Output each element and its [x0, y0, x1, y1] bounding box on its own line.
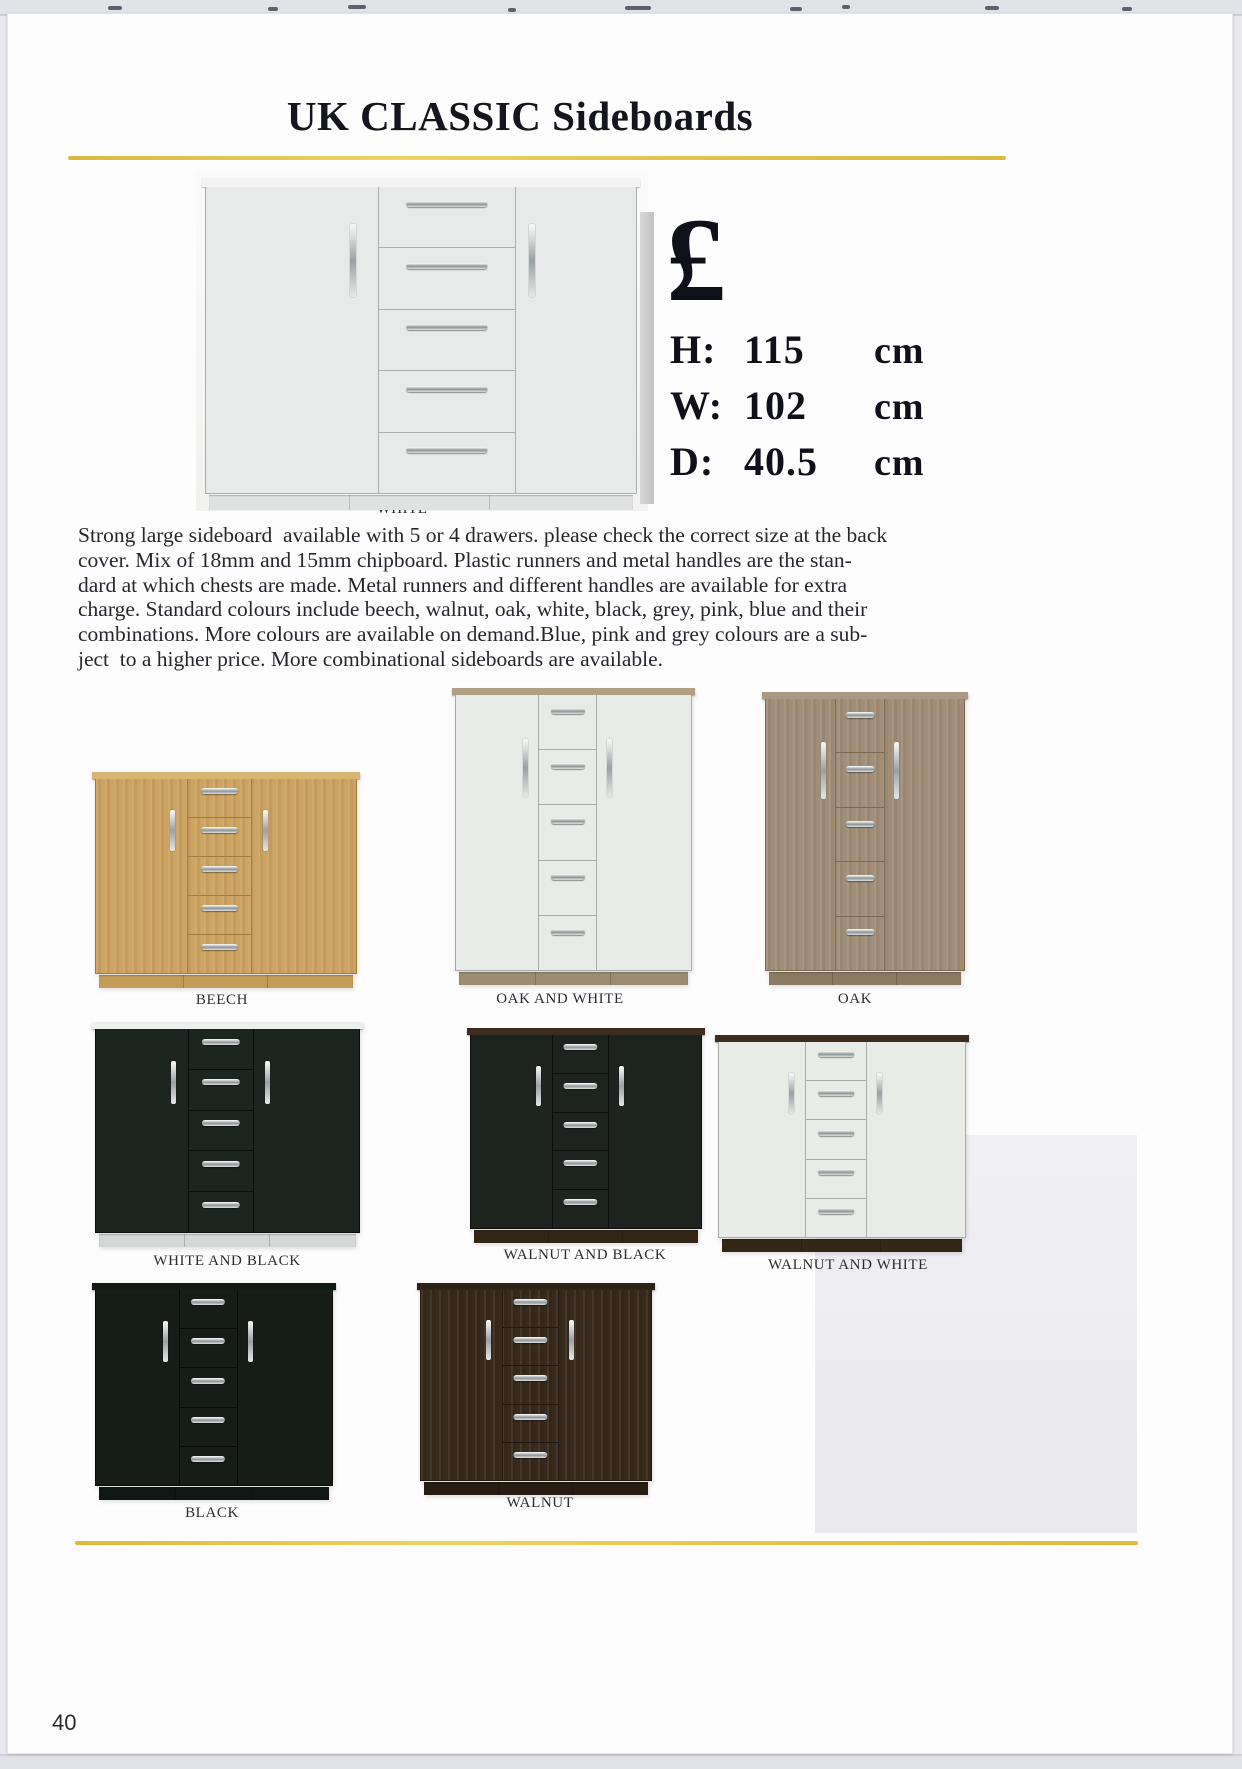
cabinet-top-board: [417, 1283, 655, 1290]
cabinet-top-board: [715, 1035, 969, 1042]
door-handle: [877, 1073, 882, 1114]
cabinet-drawer: [379, 433, 515, 493]
cabinet-drawer-stack: [180, 1290, 237, 1485]
cabinet-drawer: [503, 1328, 559, 1366]
drawer-handle: [201, 788, 239, 794]
cabinet-drawer: [188, 857, 251, 896]
cabinet-drawer: [836, 808, 884, 862]
cabinet-drawer: [189, 1111, 253, 1152]
cabinet-right-door: [515, 187, 636, 493]
drawer-handle: [846, 712, 875, 718]
cabinet-left-door: [96, 1029, 189, 1232]
door-handle: [486, 1320, 491, 1360]
drawer-handle: [564, 1083, 597, 1089]
door-handle: [248, 1321, 253, 1362]
cabinet-drawer: [553, 1074, 609, 1113]
cabinet-left-door: [471, 1035, 553, 1228]
dimensions-list: [670, 326, 925, 494]
cabinet-right-door: [253, 1029, 359, 1232]
cabinet-drawer: [503, 1443, 559, 1480]
cabinet-drawer-stack: [188, 779, 251, 973]
cabinet-top-board: [92, 1283, 336, 1290]
cabinet-plinth: [459, 972, 688, 985]
dimension-value: 102: [744, 383, 807, 428]
drawer-handle: [564, 1122, 597, 1128]
cabinet-drawer-stack: [539, 695, 596, 970]
cabinet-drawer: [379, 310, 515, 371]
cabinet-right-door: [866, 1042, 965, 1237]
cabinet-drawer: [553, 1113, 609, 1152]
cabinet-top-board: [452, 688, 695, 695]
drawer-handle: [202, 1202, 240, 1208]
cabinet-drawer: [189, 1151, 253, 1192]
cabinet-drawer: [553, 1151, 609, 1190]
cabinet-plinth: [769, 972, 961, 985]
cabinet-drawer: [188, 896, 251, 935]
drawer-handle: [191, 1456, 225, 1462]
sideboard-image-oak-and-white: [455, 688, 692, 985]
description-paragraph: [78, 523, 1018, 672]
scan-noise: [508, 8, 516, 12]
cabinet-drawer: [189, 1192, 253, 1232]
cabinet-plinth: [99, 1487, 329, 1500]
cabinet-front: [455, 695, 692, 971]
drawer-handle: [564, 1044, 597, 1050]
dimension-row-height: [670, 326, 925, 373]
drawer-handle: [514, 1375, 547, 1381]
description-line: charge. Standard colours include beech, walnut, oak, white, black, grey, pink, blue and their: [78, 597, 868, 622]
drawer-handle: [846, 821, 875, 827]
cabinet-drawer: [539, 805, 596, 860]
drawer-handle: [514, 1299, 547, 1305]
cabinet-front: [95, 779, 357, 974]
drawer-handle: [201, 944, 239, 950]
cabinet-drawer-stack: [379, 187, 515, 493]
colour-label-oak-and-white: OAK AND WHITE: [496, 991, 624, 1007]
cabinet-drawer-stack: [553, 1035, 609, 1228]
cabinet-drawer: [806, 1160, 866, 1199]
drawer-handle: [202, 1039, 240, 1045]
door-handle: [529, 224, 535, 297]
cabinet-right-door: [558, 1290, 651, 1480]
dimension-value: 40.5: [744, 439, 818, 484]
cabinet-drawer-stack: [836, 699, 884, 970]
cabinet-right-door: [237, 1290, 332, 1485]
cabinet-drawer: [806, 1199, 866, 1237]
door-handle: [171, 1061, 176, 1104]
divider-rule-bottom: [75, 1541, 1138, 1545]
sideboard-image-black: [95, 1283, 333, 1500]
cabinet-left-door: [421, 1290, 503, 1480]
scan-noise: [1122, 7, 1132, 11]
cabinet-left-door: [456, 695, 539, 970]
drawer-handle: [406, 324, 487, 330]
drawer-handle: [191, 1417, 225, 1423]
drawer-handle: [202, 1079, 240, 1085]
drawer-handle: [514, 1452, 547, 1458]
scan-noise: [985, 6, 999, 10]
drawer-handle: [846, 875, 875, 881]
cabinet-drawer: [836, 862, 884, 916]
cabinet-drawer: [180, 1290, 237, 1329]
drawer-handle: [406, 201, 487, 207]
dimension-unit: cm: [874, 330, 925, 372]
door-handle: [263, 810, 268, 851]
cabinet-plinth: [424, 1482, 648, 1495]
cabinet-left-door: [206, 187, 379, 493]
sideboard-image-walnut: [420, 1283, 652, 1495]
cabinet-drawer: [539, 916, 596, 970]
cabinet-left-door: [96, 1290, 180, 1485]
cabinet-drawer: [188, 779, 251, 818]
cabinet-drawer: [806, 1120, 866, 1159]
scan-noise: [348, 5, 366, 9]
cabinet-front: [718, 1042, 966, 1238]
dimension-key: W:: [670, 383, 724, 428]
drawer-handle: [201, 866, 239, 872]
cabinet-drawer: [553, 1190, 609, 1228]
cabinet-front: [420, 1290, 652, 1481]
cabinet-drawer: [188, 935, 251, 973]
sideboard-image-walnut-and-white: [718, 1035, 966, 1252]
cabinet-front: [95, 1290, 333, 1486]
drawer-handle: [818, 1208, 854, 1214]
cabinet-left-door: [96, 779, 188, 973]
door-handle: [894, 742, 899, 799]
drawer-handle: [191, 1378, 225, 1384]
drawer-handle: [846, 766, 875, 772]
cabinet-drawer: [180, 1368, 237, 1407]
dimension-key: H:: [670, 327, 717, 372]
drawer-handle: [202, 1161, 240, 1167]
drawer-handle: [846, 929, 875, 935]
drawer-handle: [202, 1120, 240, 1126]
dimension-key: D:: [670, 439, 715, 484]
drawer-handle: [818, 1169, 854, 1175]
drawer-handle: [406, 263, 487, 269]
sideboard-image-walnut-and-black: [470, 1028, 702, 1243]
door-handle: [163, 1321, 168, 1362]
cabinet-right-door: [251, 779, 356, 973]
door-handle: [619, 1066, 624, 1107]
cabinet-drawer: [189, 1029, 253, 1070]
cabinet-plinth: [99, 1234, 356, 1247]
cabinet-plinth: [722, 1239, 962, 1252]
sideboard-image-white-and-black: [95, 1022, 360, 1247]
hero-photo-shadow-edge: [640, 212, 654, 504]
cabinet-right-door: [608, 1035, 701, 1228]
cabinet-drawer: [836, 699, 884, 753]
cabinet-drawer: [189, 1070, 253, 1111]
door-handle: [569, 1320, 574, 1360]
cabinet-front: [765, 699, 965, 971]
scan-noise: [625, 6, 651, 10]
cabinet-top-board: [92, 772, 360, 779]
cabinet-plinth: [209, 495, 633, 510]
dimension-unit: cm: [874, 386, 925, 428]
cabinet-front: [95, 1029, 360, 1233]
drawer-handle: [564, 1199, 597, 1205]
colour-label-walnut-and-black: WALNUT AND BLACK: [503, 1247, 667, 1263]
cabinet-drawer: [180, 1329, 237, 1368]
colour-label-walnut: WALNUT: [506, 1495, 574, 1511]
door-handle: [607, 739, 612, 797]
drawer-handle: [818, 1051, 854, 1057]
cabinet-drawer: [379, 187, 515, 248]
cabinet-right-door: [884, 699, 964, 970]
door-handle: [265, 1061, 270, 1104]
scan-edge-bottom: [0, 1754, 1242, 1769]
cabinet-drawer: [379, 371, 515, 432]
cabinet-top-board: [762, 692, 968, 699]
cabinet-plinth: [99, 975, 353, 988]
cabinet-drawer: [503, 1366, 559, 1404]
drawer-handle: [551, 763, 585, 769]
description-line: dard at which chests are made. Metal runners and different handles are available for extra: [78, 572, 848, 597]
drawer-handle: [564, 1160, 597, 1166]
colour-label-oak: OAK: [837, 991, 873, 1007]
cabinet-drawer-stack: [503, 1290, 559, 1480]
cabinet-drawer: [503, 1405, 559, 1443]
description-line: combinations. More colours are available on demand.Blue, pink and grey colours are a sub-: [78, 622, 868, 647]
cabinet-drawer: [836, 917, 884, 970]
scan-noise: [790, 7, 802, 11]
drawer-handle: [551, 929, 585, 935]
sideboard-image-oak: [765, 692, 965, 985]
cabinet-drawer: [553, 1035, 609, 1074]
description-line: ject to a higher price. More combinational sideboards are available.: [78, 646, 664, 671]
door-handle: [523, 739, 528, 797]
cabinet-drawer: [539, 861, 596, 916]
cabinet-drawer: [539, 750, 596, 805]
description-line: cover. Mix of 18mm and 15mm chipboard. Plastic runners and metal handles are the stan-: [78, 547, 852, 572]
cabinet-left-door: [719, 1042, 806, 1237]
door-handle: [536, 1066, 541, 1107]
door-handle: [821, 742, 826, 799]
cabinet-drawer: [806, 1081, 866, 1120]
drawer-handle: [191, 1299, 225, 1305]
divider-rule-top: [68, 156, 1006, 160]
cabinet-drawer-stack: [806, 1042, 866, 1237]
drawer-handle: [514, 1414, 547, 1420]
sideboard-image-beech: [95, 772, 357, 988]
dimension-unit: cm: [874, 442, 925, 484]
page-number: 40: [52, 1710, 77, 1735]
scan-noise: [268, 7, 278, 11]
scan-noise: [108, 6, 122, 10]
cabinet-drawer: [836, 753, 884, 807]
drawer-handle: [551, 708, 585, 714]
drawer-handle: [514, 1337, 547, 1343]
cabinet-drawer: [806, 1042, 866, 1081]
cabinet-left-door: [766, 699, 836, 970]
cabinet-top-board: [467, 1028, 705, 1035]
colour-label-walnut-and-white: WALNUT AND WHITE: [768, 1257, 928, 1273]
scan-noise: [842, 5, 850, 9]
cabinet-drawer: [180, 1447, 237, 1485]
drawer-handle: [191, 1338, 225, 1344]
door-handle: [350, 224, 356, 297]
drawer-handle: [551, 874, 585, 880]
cabinet-plinth: [474, 1230, 698, 1243]
cabinet-right-door: [596, 695, 691, 970]
drawer-handle: [818, 1090, 854, 1096]
drawer-handle: [201, 827, 239, 833]
colour-label-beech: BEECH: [195, 992, 249, 1008]
cabinet-drawer: [180, 1408, 237, 1447]
cabinet-top-board: [202, 178, 640, 187]
cabinet-drawer: [379, 248, 515, 309]
door-handle: [170, 810, 175, 851]
door-handle: [789, 1073, 794, 1114]
dimension-row-width: [670, 382, 925, 429]
colour-label-white-and-black: WHITE AND BLACK: [153, 1253, 301, 1269]
cabinet-top-board: [92, 1022, 363, 1029]
drawer-handle: [406, 447, 487, 453]
cabinet-drawer: [503, 1290, 559, 1328]
sideboard-image-white: [205, 178, 637, 510]
price-pound-symbol: £: [666, 193, 726, 326]
cabinet-drawer-stack: [189, 1029, 253, 1232]
drawer-handle: [201, 905, 239, 911]
drawer-handle: [406, 386, 487, 392]
cabinet-front: [205, 187, 637, 494]
drawer-handle: [818, 1130, 854, 1136]
drawer-handle: [551, 818, 585, 824]
cabinet-drawer: [539, 695, 596, 750]
description-line: Strong large sideboard available with 5 or 4 drawers. please check the correct size at the back: [78, 523, 888, 547]
page-title: UK CLASSIC Sideboards: [286, 93, 754, 139]
dimension-row-depth: [670, 438, 925, 485]
cabinet-drawer: [188, 818, 251, 857]
dimension-value: 115: [744, 327, 805, 372]
cabinet-front: [470, 1035, 702, 1229]
colour-label-black: BLACK: [185, 1505, 239, 1521]
